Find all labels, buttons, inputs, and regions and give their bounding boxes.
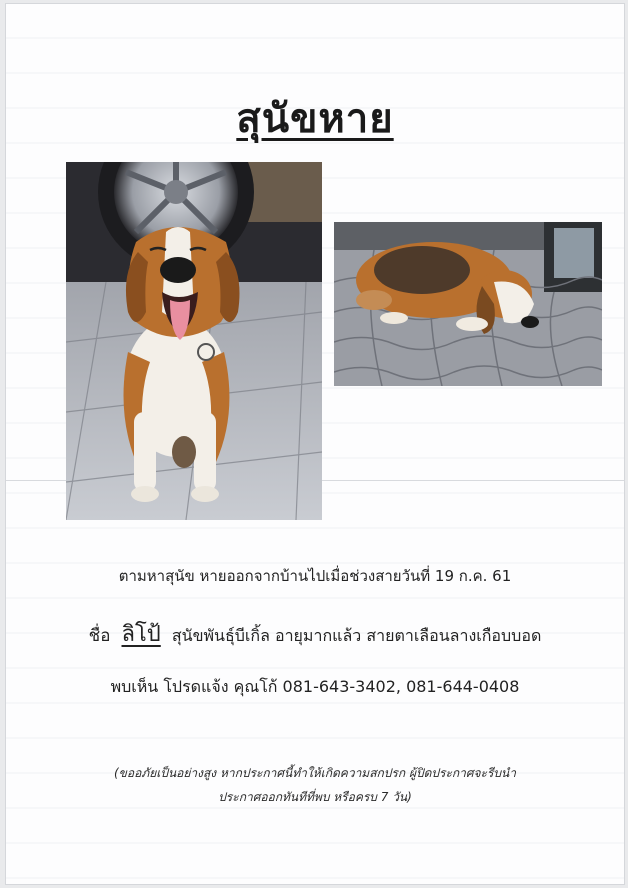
beagle-lying-photo	[334, 222, 602, 386]
name-label: ชื่อ	[88, 626, 111, 646]
dog-name-line	[6, 616, 624, 651]
search-statement: ตามหาสุนัข หายออกจากบ้านไปเมื่อช่วงสายวันที่ 19 ก.ค. 61	[118, 567, 512, 585]
dog-name: ลิโป้	[121, 622, 161, 647]
poster-title	[6, 86, 624, 150]
lost-dog-poster	[6, 4, 624, 884]
dog-description: สุนัขพันธุ์บีเกิ้ล อายุมากแล้ว สายตาเลือนลางเกือบบอด	[171, 626, 542, 645]
poster-title-text: สุนัขหาย	[236, 96, 394, 142]
apology-note-line-1: (ขออภัยเป็นอย่างสูง หากประกาศนี้ทำให้เกิดความสกปรก ผู้ปิดประกาศจะรีบนำ	[113, 766, 517, 780]
apology-note-line-2: ประกาศออกทันทีที่พบ หรือครบ 7 วัน)	[218, 790, 412, 804]
beagle-sitting-photo	[66, 162, 322, 520]
contact-info: พบเห็น โปรดแจ้ง คุณโก้ 081-643-3402, 081-644-0408	[110, 677, 520, 696]
